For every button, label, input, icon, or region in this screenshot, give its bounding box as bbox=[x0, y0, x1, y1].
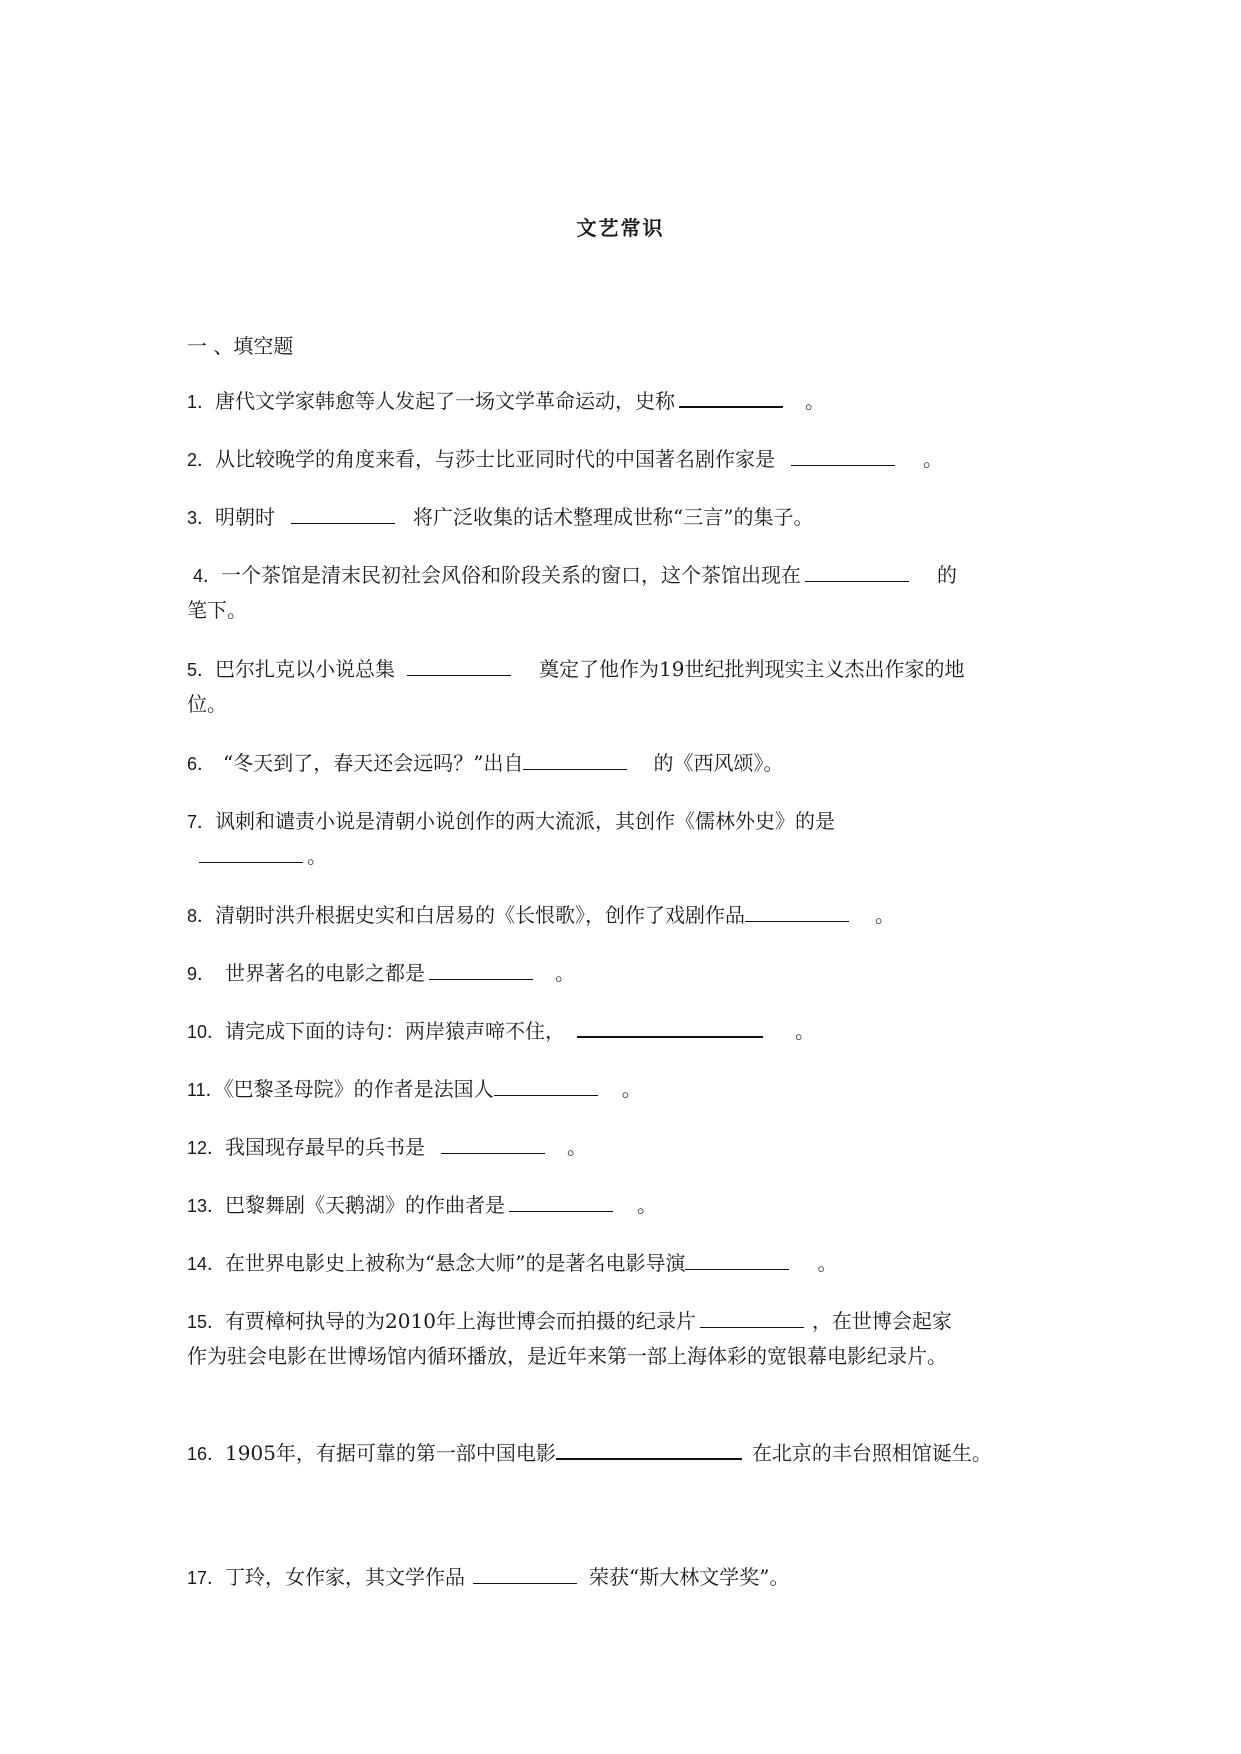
question-3: 3．明朝时 将广泛收集的话术整理成世称“三言”的集子。 bbox=[187, 505, 814, 529]
answer-blank[interactable] bbox=[556, 1438, 742, 1460]
answer-blank[interactable] bbox=[509, 1191, 613, 1212]
question-number: 2． bbox=[187, 450, 216, 470]
question-5: 5．巴尔扎克以小说总集 奠定了他作为19世纪批判现实主义杰出作家的地 位。 bbox=[187, 657, 965, 716]
question-number: 11． bbox=[187, 1080, 224, 1100]
question-9: 9． 世界著名的电影之都是 。 bbox=[187, 961, 576, 985]
question-number: 12． bbox=[187, 1138, 226, 1158]
page-title: 文艺常识 bbox=[576, 216, 665, 240]
question-number: 4． bbox=[193, 566, 222, 586]
question-11: 11．《巴黎圣母院》的作者是法国人 。 bbox=[187, 1077, 642, 1101]
question-4: 4．一个茶馆是清末民初社会风俗和阶段关系的窗口，这个茶馆出现在 的 笔下。 bbox=[187, 563, 958, 622]
question-number: 8． bbox=[187, 906, 216, 926]
question-2: 2．从比较晚学的角度来看，与莎士比亚同时代的中国著名剧作家是 。 bbox=[187, 447, 944, 471]
answer-blank[interactable] bbox=[791, 445, 895, 466]
answer-blank[interactable] bbox=[679, 386, 783, 408]
question-number: 16． bbox=[187, 1444, 226, 1464]
answer-blank[interactable] bbox=[407, 655, 511, 676]
answer-blank[interactable] bbox=[473, 1563, 577, 1584]
answer-blank[interactable] bbox=[805, 561, 909, 582]
question-12: 12．我国现存最早的兵书是 。 bbox=[187, 1135, 588, 1159]
question-number: 1． bbox=[187, 392, 216, 412]
answer-blank[interactable] bbox=[494, 1075, 598, 1096]
answer-blank[interactable] bbox=[523, 749, 627, 770]
question-number: 5． bbox=[187, 660, 216, 680]
question-8: 8．清朝时洪升根据史实和白居易的《长恨歌》，创作了戏剧作品 。 bbox=[187, 903, 896, 927]
answer-blank[interactable] bbox=[441, 1133, 545, 1154]
question-number: 14． bbox=[187, 1254, 226, 1274]
question-13: 13．巴黎舞剧《天鹅湖》的作曲者是 。 bbox=[187, 1193, 658, 1217]
answer-blank[interactable] bbox=[685, 1249, 789, 1270]
question-number: 15． bbox=[187, 1312, 226, 1332]
question-number: 7． bbox=[187, 812, 216, 832]
answer-blank[interactable] bbox=[577, 1016, 763, 1038]
answer-blank[interactable] bbox=[429, 959, 533, 980]
question-15: 15．有贾樟柯执导的为2010年上海世博会而拍摄的纪录片 ，在世博会起家 作为驻会电影在世博场馆内循环播放，是近年来第一部上海体彩的宽银幕电影纪录片。 bbox=[187, 1309, 952, 1368]
question-16: 16．1905年，有据可靠的第一部中国电影 在北京的丰台照相馆诞生。 bbox=[187, 1436, 1087, 1471]
question-number: 13． bbox=[187, 1196, 226, 1216]
question-number: 6． bbox=[187, 754, 216, 774]
answer-blank[interactable] bbox=[745, 901, 849, 922]
question-6: 6． “冬天到了，春天还会远吗？”出自 的《西风颂》。 bbox=[187, 751, 784, 775]
question-number: 17． bbox=[187, 1568, 226, 1588]
answer-blank[interactable] bbox=[291, 503, 395, 524]
question-number: 10． bbox=[187, 1022, 226, 1042]
question-number: 3． bbox=[187, 508, 216, 528]
answer-blank[interactable] bbox=[199, 842, 303, 863]
section-heading: 一 、填空题 bbox=[187, 334, 294, 358]
answer-blank[interactable] bbox=[700, 1307, 804, 1328]
question-7: 7．讽刺和谴责小说是清朝小说创作的两大流派，其创作《儒林外史》的是 。 bbox=[187, 809, 836, 868]
question-1: 1．唐代文学家韩愈等人发起了一场文学革命运动，史称 。 bbox=[187, 384, 1087, 419]
question-14: 14．在世界电影史上被称为“悬念大师”的是著名电影导演 。 bbox=[187, 1251, 838, 1275]
question-number: 9． bbox=[187, 964, 216, 984]
question-10: 10．请完成下面的诗句：两岸猿声啼不住， 。 bbox=[187, 1014, 1087, 1049]
question-17: 17．丁玲，女作家，其文学作品 荣获“斯大林文学奖”。 bbox=[187, 1565, 790, 1589]
